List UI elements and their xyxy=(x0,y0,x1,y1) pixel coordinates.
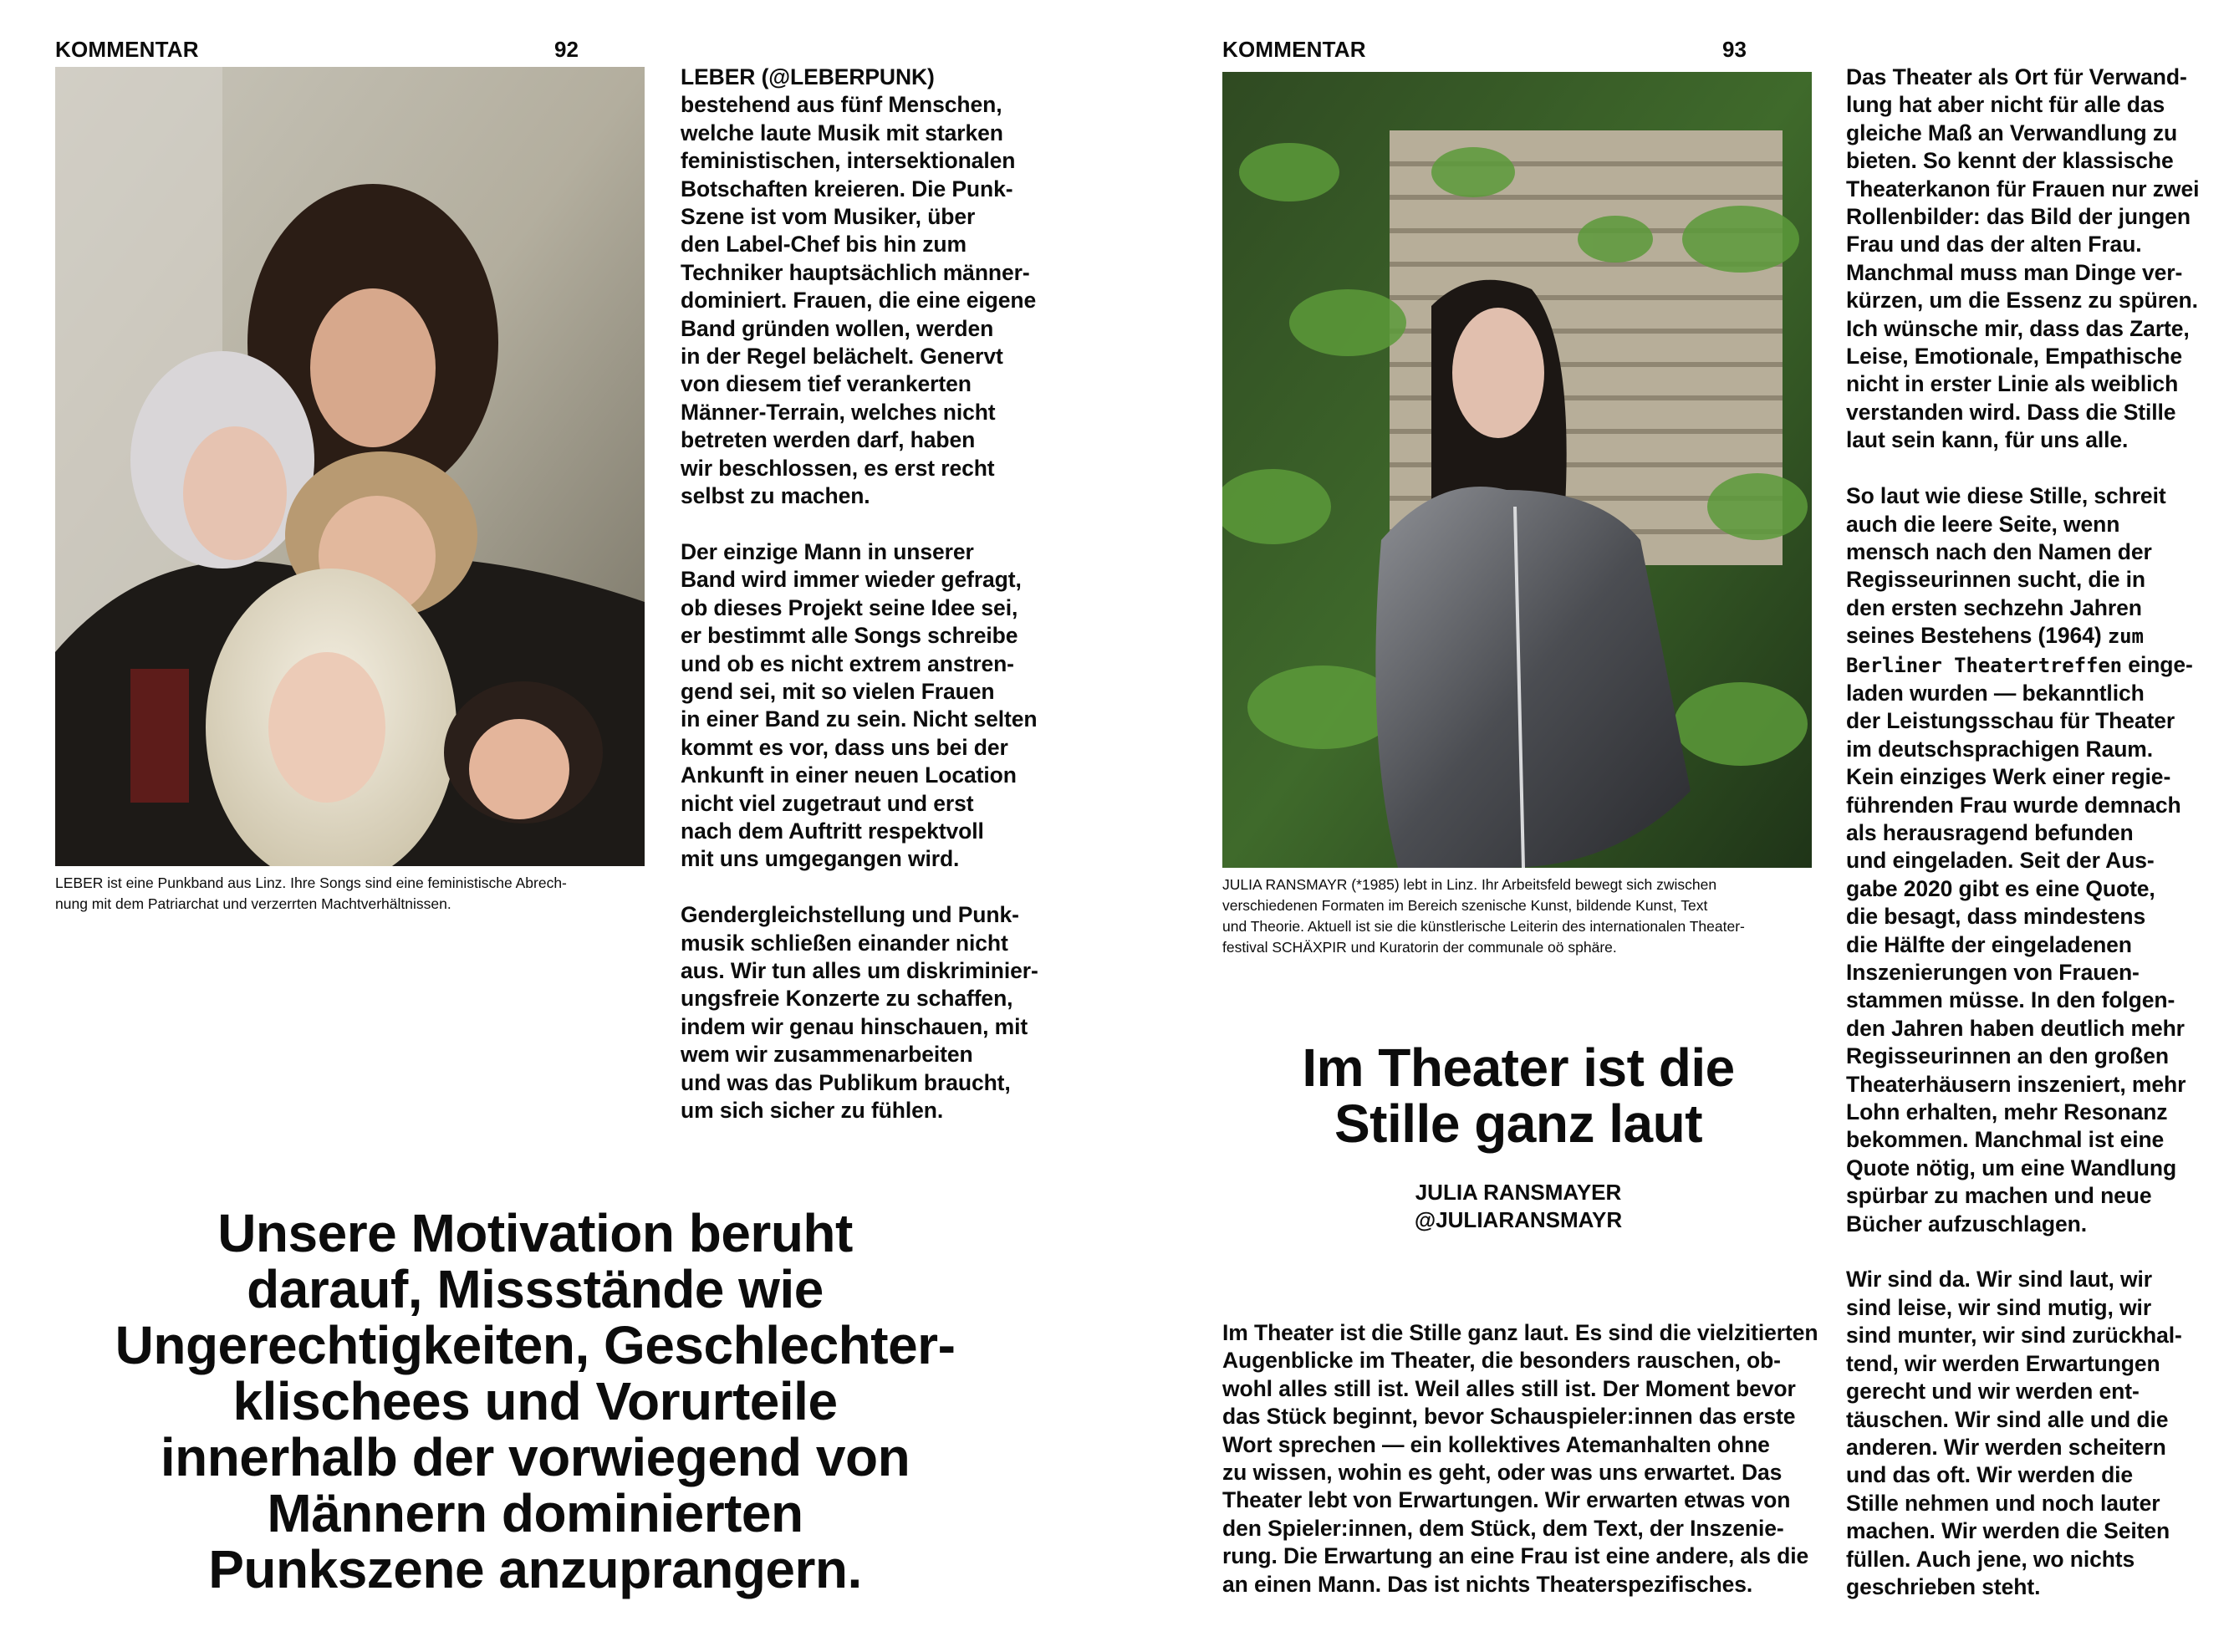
section-label: KOMMENTAR xyxy=(55,37,199,62)
page-number: 93 xyxy=(1722,37,1747,62)
page-93 xyxy=(1117,0,2234,1652)
event-name-mono-1: zum xyxy=(2107,625,2144,649)
article-column-part2: einge- laden wurden — bekanntlich der Leistungsschau für Theater im deutschsprachigen Raum. Kein einziges Werk einer regie- führenden Frau wurde demnach als herausragend befunden und eingeladen. Seit der Aus- gabe 2020 gibt es eine Quote, die besagt, dass mindestens die Hälfte der eingeladenen Inszenierungen von Frauen- stammen müsse. In den folgen- den Jahren haben deutlich mehr Regisseurinnen an den großen Theaterhäusern inszeniert, mehr Lohn erhalten, mehr Resonanz bekommen. Manchmal ist eine Quote nötig, um eine Wandlung spürbar zu machen und neue Bücher aufzuschlagen. Wir sind da. Wir sind laut, wir sind leise, wir sind mutig, wir sind munter, wir sind zurückhal- tend, wir werden Erwartungen gerecht und wir werden ent- täuschen. Wir sind alle und die anderen. Wir werden scheitern und das oft. Wir werden die Stille nehmen und noch lauter machen. Wir werden die Seiten füllen. Auch jene, wo nichts geschrieben steht. xyxy=(1846,651,2193,1599)
section-label: KOMMENTAR xyxy=(1222,37,1366,62)
article-byline: JULIA RANSMAYER @JULIARANSMAYR xyxy=(1414,1180,1623,1232)
page-number: 92 xyxy=(554,37,579,62)
band-photo xyxy=(55,67,645,866)
photo-caption: LEBER ist eine Punkband aus Linz. Ihre Songs sind eine feministische Abrech- nung mit dem Patriarchat und verzerrten Machtverhältnissen. xyxy=(55,874,567,912)
portrait-photo-image xyxy=(1222,72,1812,868)
pull-quote: Unsere Motivation beruht darauf, Missstände wie Ungerechtigkeiten, Geschlechter- klischees und Vorurteile innerhalb der vorwiegend von Männern dominierten Punkszene anzuprangern. xyxy=(115,1203,956,1599)
portrait-photo xyxy=(1222,72,1812,868)
event-name-mono-2: Berliner Theatertreffen xyxy=(1846,653,2123,677)
band-photo-image xyxy=(55,67,645,866)
photo-caption: JULIA RANSMAYR (*1985) lebt in Linz. Ihr Arbeitsfeld bewegt sich zwischen verschiedenen Formaten im Bereich szenische Kunst, bildende Kunst, Text und Theorie. Aktuell ist sie die künstlerische Leiterin des internationalen Theater- festival SCHÄXPIR und Kuratorin der communale oö sphäre. xyxy=(1222,876,1745,956)
article-column xyxy=(1846,64,2214,1601)
body-column: LEBER (@LEBERPUNK) bestehend aus fünf Menschen, welche laute Musik mit starken feministischen, intersektionalen Botschaften kreieren. Die Punk- Szene ist vom Musiker, über den Label-Chef bis hin zum Techniker hauptsächlich männer- dominiert. Frauen, die eine eigene Band gründen wollen, werden in der Regel belächelt. Genervt von diesem tief verankerten Männer-Terrain, welches nicht betreten werden darf, haben wir beschlossen, es erst recht selbst zu machen. Der einzige Mann in unserer Band wird immer wieder gefragt, ob dieses Projekt seine Idee sei, er bestimmt alle Songs schreibe und ob es nicht extrem anstren- gend sei, mit so vielen Frauen in einer Band zu sein. Nicht selten kommt es vor, dass uns bei der Ankunft in einer neuen Location nicht viel zugetraut und erst nach dem Auftritt respektvoll mit uns umgegangen wird. Gendergleichstellung und Punk- musik schließen einander nicht aus. Wir tun alles um diskriminier- ungsfreie Konzerte zu schaffen, indem wir genau hinschauen, mit wem wir zusammenarbeiten und was das Publikum braucht, um sich sicher zu fühlen. xyxy=(681,64,1038,1124)
article-title: Im Theater ist die Stille ganz laut xyxy=(1302,1038,1735,1154)
article-intro: Im Theater ist die Stille ganz laut. Es sind die vielzitierten Augenblicke im Theater, die besonders rauschen, ob- wohl alles still ist. Weil alles still ist. Der Moment bevor das Stück beginnt, bevor Schauspieler:innen das erste Wort sprechen — ein kollektives Atemanhalten ohne zu wissen, wohin es geht, oder was uns erwartet. Das Theater lebt von Erwartungen. Wir erwarten etwas von den Spieler:innen, dem Stück, dem Text, der Inszenie- rung. Die Erwartung an eine Frau ist eine andere, als die an einen Mann. Das ist nichts Theaterspezifisches. xyxy=(1222,1320,1818,1597)
article-column-part1: Das Theater als Ort für Verwand- lung hat aber nicht für alle das gleiche Maß an Verwandlung zu bieten. So kennt der klassische Theaterkanon für Frauen nur zwei Rollenbilder: das Bild der jungen Frau und das der alten Frau. Manchmal muss man Dinge ver- kürzen, um die Essenz zu spüren. Ich wünsche mir, dass das Zarte, Leise, Emotionale, Empathische nicht in erster Linie als weiblich verstanden wird. Dass die Stille laut sein kann, für uns alle. So laut wie diese Stille, schreit auch die leere Seite, wenn mensch nach den Namen der Regisseurinnen sucht, die in den ersten sechzehn Jahren seines Bestehens (1964) xyxy=(1846,64,2200,649)
